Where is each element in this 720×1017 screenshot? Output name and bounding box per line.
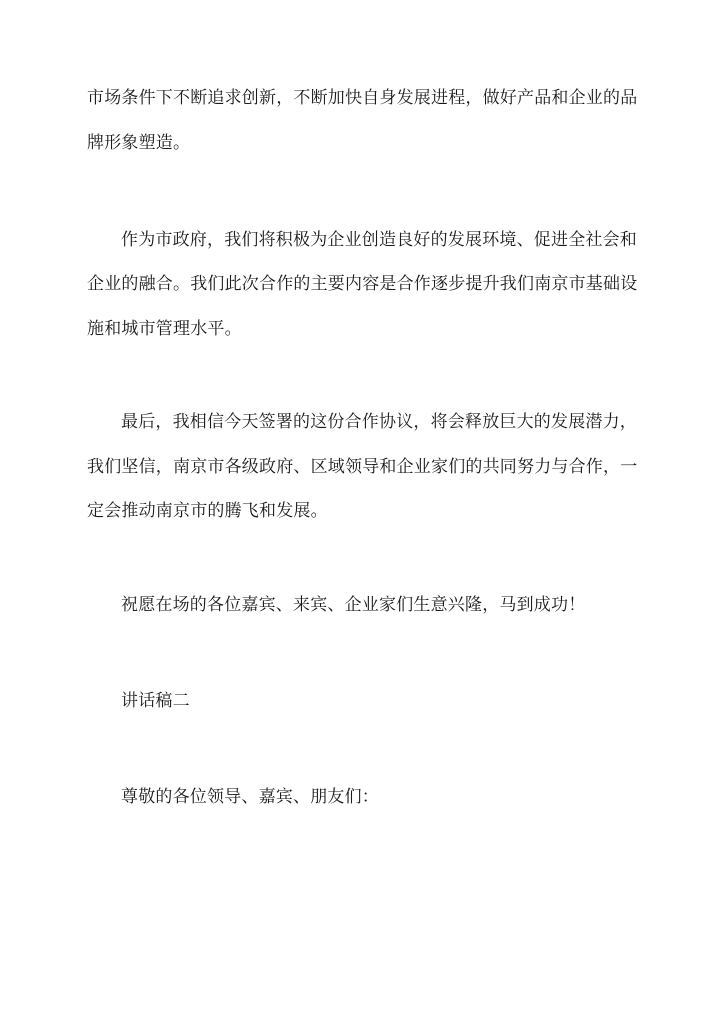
paragraph-1-line-1: 市场条件下不断追求创新，不断加快自身发展进程，做好产品和企业的品	[87, 88, 638, 108]
paragraph-2-line-3: 施和城市管理水平。	[87, 319, 242, 339]
paragraph-3-line-2: 我们坚信，南京市各级政府、区域领导和企业家们的共同努力与合作，一	[87, 457, 638, 477]
paragraph-1-line-2: 牌形象塑造。	[87, 133, 191, 153]
section-heading: 讲话稿二	[121, 691, 190, 711]
paragraph-2-line-2: 企业的融合。我们此次合作的主要内容是合作逐步提升我们南京市基础设	[87, 274, 638, 294]
paragraph-3-line-3: 定会推动南京市的腾飞和发展。	[87, 501, 328, 521]
paragraph-2-line-1: 作为市政府，我们将积极为企业创造良好的发展环境、促进全社会和	[121, 230, 637, 250]
paragraph-3-line-1: 最后，我相信今天签署的这份合作协议，将会释放巨大的发展潜力，	[121, 412, 637, 432]
salutation: 尊敬的各位领导、嘉宾、朋友们：	[121, 787, 379, 807]
paragraph-4-line-1: 祝愿在场的各位嘉宾、来宾、企业家们生意兴隆，马到成功！	[121, 595, 586, 615]
